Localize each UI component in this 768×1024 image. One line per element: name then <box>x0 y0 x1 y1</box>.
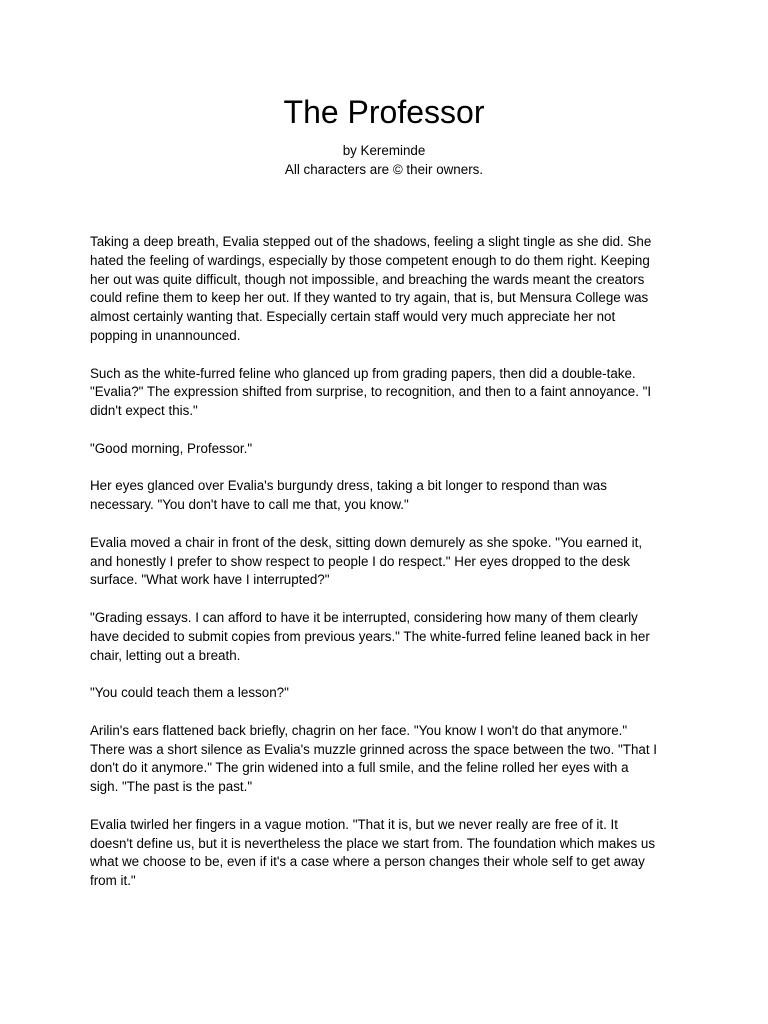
copyright-notice: All characters are © their owners. <box>284 162 484 177</box>
paragraph: "You could teach them a lesson?" <box>90 685 289 701</box>
paragraph: "Grading essays. I can afford to have it be interrupted, considering how many of them clearly have decided to submit copies from previous years." The white-furred feline leaned back in her chair, letting out a breath. <box>90 609 650 663</box>
story-body <box>90 233 680 910</box>
paragraph: Evalia moved a chair in front of the desk, sitting down demurely as she spoke. "You earned it, and honestly I prefer to show respect to people I do respect." Her eyes dropped to the desk surface. "What work have I interrupted?" <box>90 534 643 588</box>
paragraph: Taking a deep breath, Evalia stepped out of the shadows, feeling a slight tingle as she did. She hated the feeling of wardings, especially by those competent enough to do them right. Keeping her out was quite difficult, though not impossible, and breaching the wards meant the creators could refine them to keep her out. If they wanted to try again, that is, but Mensura College was almost certainly wanting that. Especially certain staff would very much appreciate her not popping in unannounced. <box>90 234 652 343</box>
document-title: The Professor <box>283 94 485 130</box>
paragraph: Evalia twirled her fingers in a vague motion. "That it is, but we never really are free of it. It doesn't define us, but it is nevertheless the place we start from. The foundation which makes us what we choose to be, even if it's a case where a person changes their whole self to get away from it." <box>90 816 656 889</box>
paragraph: "Good morning, Professor." <box>90 440 253 456</box>
author-byline: by Kereminde <box>342 143 426 158</box>
paragraph: Such as the white-furred feline who glanced up from grading papers, then did a double-take. "Evalia?" The expression shifted from surprise, to recognition, and then to a faint annoyance. "I didn't expect this." <box>90 365 652 419</box>
paragraph: Her eyes glanced over Evalia's burgundy dress, taking a bit longer to respond than was necessary. "You don't have to call me that, you know." <box>90 478 607 513</box>
paragraph: Arilin's ears flattened back briefly, chagrin on her face. "You know I won't do that anymore." There was a short silence as Evalia's muzzle grinned across the space between the two. "That I don't do it anymore." The grin widened into a full smile, and the feline rolled her eyes with a sigh. "The past is the past." <box>90 722 658 795</box>
